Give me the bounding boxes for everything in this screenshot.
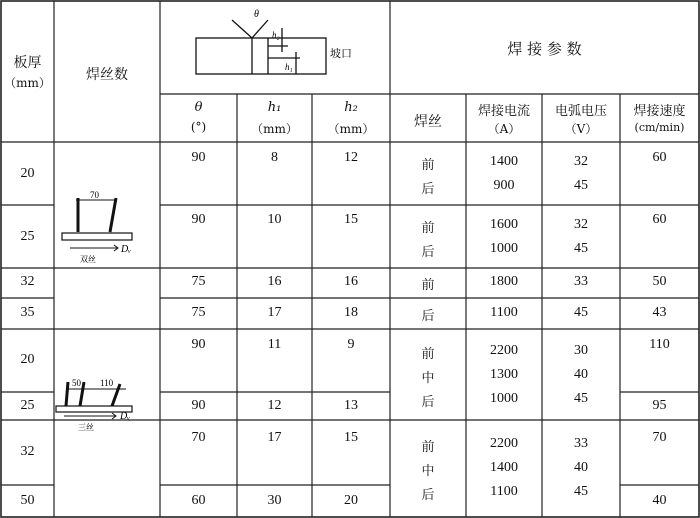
row2-h2: 15 bbox=[344, 212, 358, 227]
header-current: 焊接电流 bbox=[477, 104, 530, 119]
row6-h2: 13 bbox=[344, 398, 358, 413]
row4-wire: 后 bbox=[421, 309, 435, 324]
double-wire-direction: Dᵥ bbox=[121, 244, 132, 255]
row1-h2: 12 bbox=[344, 150, 358, 165]
group78-voltage-front: 33 bbox=[574, 436, 588, 451]
group56-current-middle: 1300 bbox=[490, 367, 518, 382]
row1-wire-front: 前 bbox=[421, 158, 435, 173]
row2-wire-front: 前 bbox=[421, 221, 435, 236]
row1-h1: 8 bbox=[271, 150, 278, 165]
row3-speed: 50 bbox=[652, 274, 667, 289]
header-h1: h₁ bbox=[267, 100, 282, 115]
row8-thickness: 50 bbox=[20, 493, 35, 508]
header-current-unit: （A） bbox=[487, 122, 521, 136]
group78-wire-middle: 中 bbox=[421, 464, 435, 479]
row3-current: 1800 bbox=[490, 274, 518, 289]
row6-h1: 12 bbox=[267, 398, 282, 413]
group56-wire-front: 前 bbox=[421, 347, 435, 362]
header-voltage: 电弧电压 bbox=[554, 104, 607, 119]
header-thickness: 板厚 bbox=[13, 55, 42, 71]
group78-current-middle: 1400 bbox=[490, 460, 518, 475]
row4-h1: 17 bbox=[267, 305, 282, 320]
row2-voltage-front: 32 bbox=[574, 217, 588, 232]
group78-voltage-middle: 40 bbox=[574, 460, 588, 475]
row4-h2: 18 bbox=[344, 305, 358, 320]
header-wire: 焊丝 bbox=[414, 114, 442, 130]
row3-theta: 75 bbox=[191, 274, 206, 289]
row8-h2: 20 bbox=[344, 493, 358, 508]
row3-wire: 前 bbox=[421, 278, 435, 293]
group56-wire-rear: 后 bbox=[421, 395, 435, 410]
group56-voltage-rear: 45 bbox=[574, 391, 588, 406]
header-voltage-unit: （V） bbox=[564, 122, 598, 136]
row1-current-rear: 900 bbox=[493, 178, 515, 193]
header-h2-unit: （mm） bbox=[327, 122, 375, 136]
double-wire-spacing: 70 bbox=[90, 190, 99, 200]
header-h2: h₂ bbox=[344, 100, 358, 115]
row1-voltage-front: 32 bbox=[574, 154, 588, 169]
row2-h1: 10 bbox=[267, 212, 282, 227]
header-theta-unit: (°) bbox=[190, 120, 207, 134]
group78-current-front: 2200 bbox=[490, 436, 518, 451]
header-speed-unit: (cm/min) bbox=[634, 121, 685, 134]
row3-h1: 16 bbox=[267, 274, 282, 289]
group56-voltage-front: 30 bbox=[574, 343, 588, 358]
row4-speed: 43 bbox=[652, 305, 667, 320]
h2-mark: h₂ bbox=[272, 30, 280, 40]
group56-voltage-middle: 40 bbox=[574, 367, 588, 382]
header-welding-params: 焊 接 参 数 bbox=[507, 40, 582, 58]
row1-thickness: 20 bbox=[20, 166, 35, 181]
groove-label: 坡口 bbox=[330, 48, 352, 60]
row5-thickness: 20 bbox=[20, 352, 35, 367]
row2-current-front: 1600 bbox=[490, 217, 518, 232]
header-h1-unit: （mm） bbox=[251, 122, 298, 136]
triple-wire-direction: Dᵥ bbox=[120, 411, 131, 422]
row7-h2: 15 bbox=[344, 430, 358, 445]
row4-current: 1100 bbox=[490, 305, 518, 320]
row4-theta: 75 bbox=[191, 305, 206, 320]
row4-voltage: 45 bbox=[574, 305, 588, 320]
row7-theta: 70 bbox=[191, 430, 206, 445]
row1-theta: 90 bbox=[191, 150, 206, 165]
row2-voltage-rear: 45 bbox=[574, 241, 588, 256]
header-speed: 焊接速度 bbox=[633, 104, 686, 119]
row2-theta: 90 bbox=[191, 212, 206, 227]
group56-current-front: 2200 bbox=[490, 343, 518, 358]
row3-voltage: 33 bbox=[574, 274, 588, 289]
row5-h1: 11 bbox=[267, 337, 282, 352]
row8-speed: 40 bbox=[652, 493, 667, 508]
triple-wire-caption: 三丝 bbox=[78, 423, 94, 432]
row6-theta: 90 bbox=[191, 398, 206, 413]
row3-h2: 16 bbox=[344, 274, 358, 289]
row5-h2: 9 bbox=[347, 337, 355, 352]
row3-thickness: 32 bbox=[20, 274, 35, 289]
row6-speed: 95 bbox=[652, 398, 667, 413]
row1-current-front: 1400 bbox=[490, 154, 518, 169]
group78-wire-front: 前 bbox=[421, 440, 435, 455]
group78-voltage-rear: 45 bbox=[574, 484, 588, 499]
group78-current-rear: 1100 bbox=[490, 484, 518, 499]
row7-speed: 70 bbox=[652, 430, 667, 445]
row2-current-rear: 1000 bbox=[490, 241, 518, 256]
row7-thickness: 32 bbox=[20, 444, 35, 459]
row2-wire-rear: 后 bbox=[421, 245, 435, 260]
row2-thickness: 25 bbox=[20, 229, 35, 244]
row2-speed: 60 bbox=[652, 212, 667, 227]
h1-mark: h₁ bbox=[285, 62, 293, 72]
double-wire-caption: 双丝 bbox=[80, 255, 96, 264]
row6-thickness: 25 bbox=[20, 398, 35, 413]
row8-h1: 30 bbox=[267, 493, 282, 508]
header-thickness-unit: （mm） bbox=[4, 76, 51, 90]
row1-wire-rear: 后 bbox=[421, 182, 435, 197]
row1-voltage-rear: 45 bbox=[574, 178, 588, 193]
row5-speed: 110 bbox=[649, 337, 670, 352]
group78-wire-rear: 后 bbox=[421, 488, 435, 503]
row4-thickness: 35 bbox=[20, 305, 35, 320]
triple-wire-spacing-1: 50 bbox=[72, 378, 81, 388]
row7-h1: 17 bbox=[267, 430, 282, 445]
group56-current-rear: 1000 bbox=[490, 391, 518, 406]
header-wire-count: 焊丝数 bbox=[86, 67, 128, 83]
header-theta: θ bbox=[194, 100, 203, 115]
triple-wire-spacing-2: 110 bbox=[100, 378, 114, 388]
row8-theta: 60 bbox=[191, 493, 206, 508]
row1-speed: 60 bbox=[652, 150, 667, 165]
group56-wire-middle: 中 bbox=[421, 371, 435, 386]
row5-theta: 90 bbox=[191, 337, 206, 352]
theta-mark: θ bbox=[254, 9, 259, 20]
